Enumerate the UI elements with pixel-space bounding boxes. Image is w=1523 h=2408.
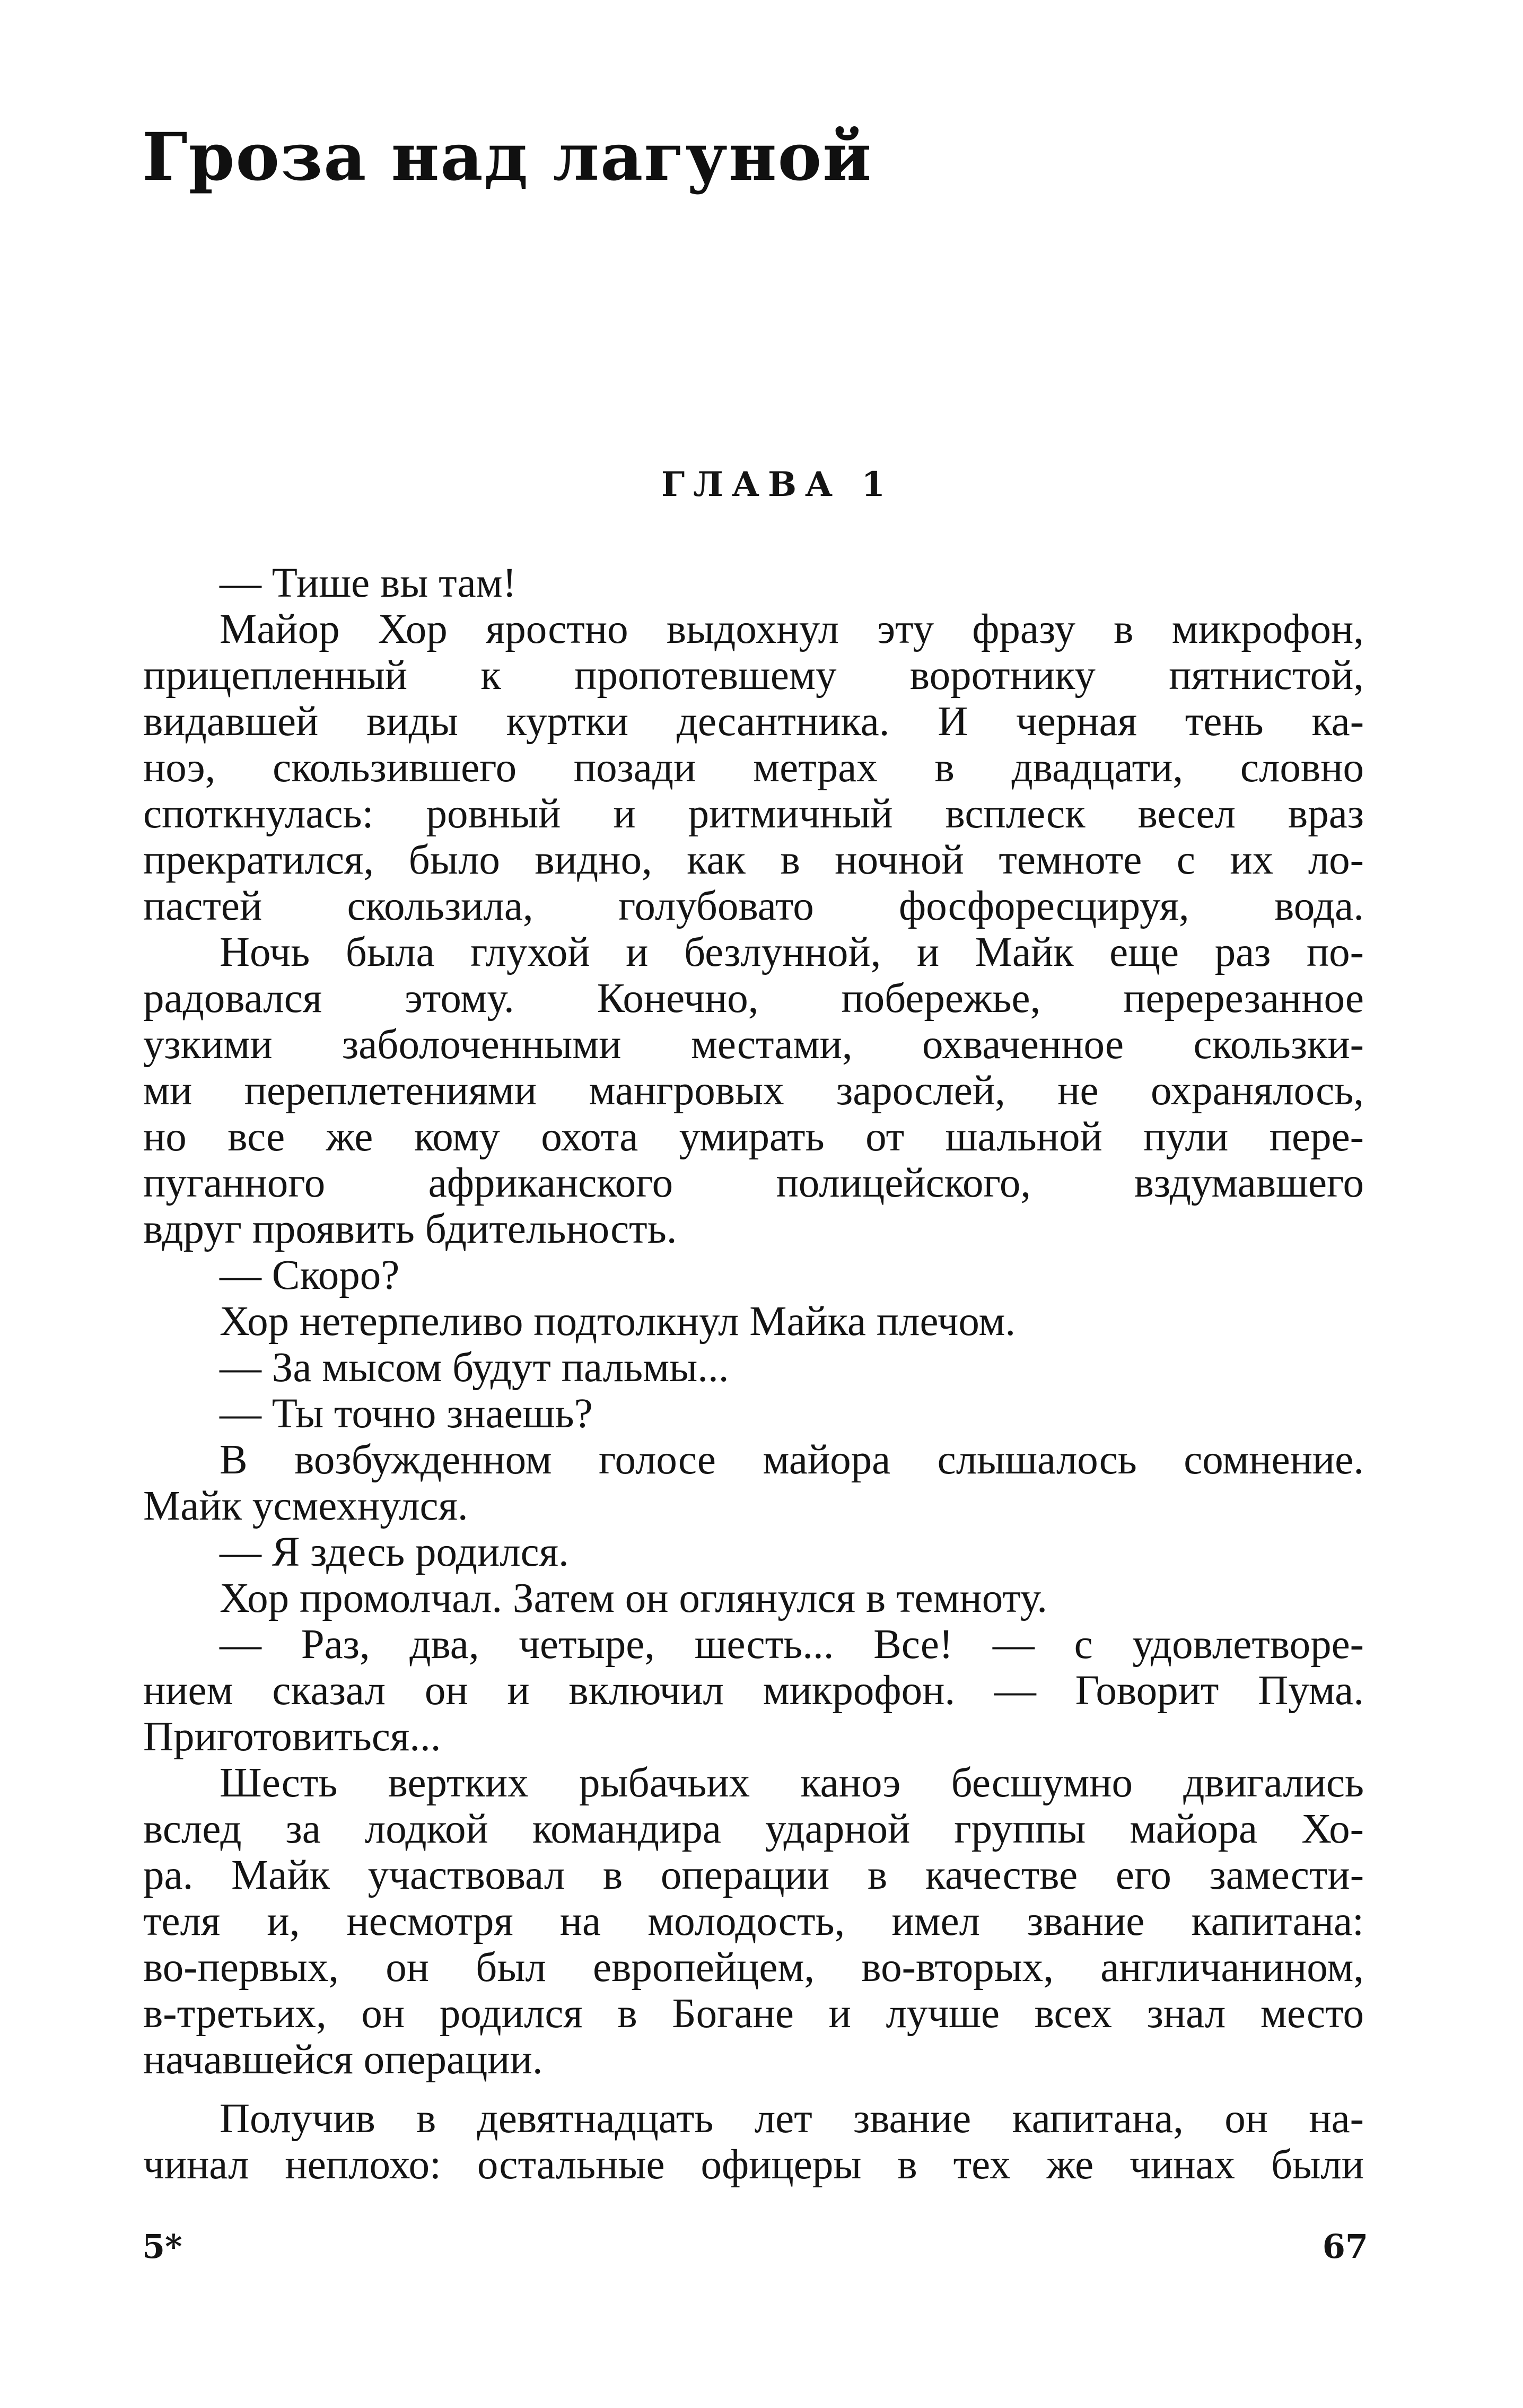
chapter-heading: ГЛАВА 1 — [661, 465, 894, 504]
text-line: ноэ, скользившего позади метрах в двадцати, словно — [143, 745, 1364, 791]
text-line: ми переплетениями мангровых зарослей, не охранялось, — [143, 1068, 1364, 1114]
page-number: 67 — [1322, 2227, 1368, 2266]
text-line: — За мысом будут пальмы... — [220, 1345, 729, 1391]
text-line: узкими заболоченными местами, охваченное скользки- — [143, 1022, 1364, 1068]
text-line: Получив в девятнадцать лет звание капитана, он на- — [220, 2096, 1364, 2142]
text-line: начавшейся операции. — [143, 2037, 543, 2083]
text-line: вслед за лодкой командира ударной группы майора Хо- — [143, 1806, 1364, 1852]
text-line: чинал неплохо: остальные офицеры в тех же чинах были — [143, 2142, 1364, 2188]
text-line: Хор нетерпеливо подтолкнул Майка плечом. — [220, 1298, 1016, 1345]
text-line: радовался этому. Конечно, побережье, перерезанное — [143, 975, 1364, 1022]
text-line: Ночь была глухой и безлунной, и Майк еще раз по- — [220, 929, 1364, 975]
text-line: прекратился, было видно, как в ночной темноте с их ло- — [143, 837, 1364, 883]
text-line: пастей скользила, голубовато фосфоресцируя, вода. — [143, 883, 1364, 929]
text-line: Приготовиться... — [143, 1714, 441, 1760]
text-line: — Тише вы там! — [220, 560, 517, 606]
story-title: Гроза над лагуной — [142, 119, 873, 196]
text-line: — Я здесь родился. — [220, 1529, 569, 1575]
text-line: пуганного африканского полицейского, вздумавшего — [143, 1160, 1364, 1206]
text-line: теля и, несмотря на молодость, имел звание капитана: — [143, 1898, 1364, 1944]
text-line: Майк усмехнулся. — [143, 1483, 468, 1529]
text-line: вдруг проявить бдительность. — [143, 1206, 677, 1252]
text-line: видавшей виды куртки десантника. И черная тень ка- — [143, 699, 1364, 745]
text-line: в-третьих, он родился в Богане и лучше всех знал место — [143, 1991, 1364, 2037]
text-line: ра. Майк участвовал в операции в качестве его замести- — [143, 1852, 1364, 1898]
text-line: — Раз, два, четыре, шесть... Все! — с удовлетворе- — [220, 1621, 1364, 1668]
text-line: нием сказал он и включил микрофон. — Говорит Пума. — [143, 1668, 1364, 1714]
text-line: во-первых, он был европейцем, во-вторых, англичанином, — [143, 1944, 1364, 1991]
text-line: но все же кому охота умирать от шальной пули пере- — [143, 1114, 1364, 1160]
text-line: — Ты точно знаешь? — [220, 1391, 593, 1437]
text-line: Майор Хор яростно выдохнул эту фразу в микрофон, — [220, 606, 1364, 652]
signature-mark: 5* — [142, 2227, 182, 2266]
text-line: — Скоро? — [220, 1252, 400, 1298]
text-line: прицепленный к пропотевшему воротнику пятнистой, — [143, 652, 1364, 699]
text-line: Хор промолчал. Затем он оглянулся в темноту. — [220, 1575, 1048, 1621]
text-line: Шесть вертких рыбачьих каноэ бесшумно двигались — [220, 1760, 1364, 1806]
text-line: споткнулась: ровный и ритмичный всплеск весел враз — [143, 791, 1364, 837]
text-line: В возбужденном голосе майора слышалось сомнение. — [220, 1437, 1364, 1483]
